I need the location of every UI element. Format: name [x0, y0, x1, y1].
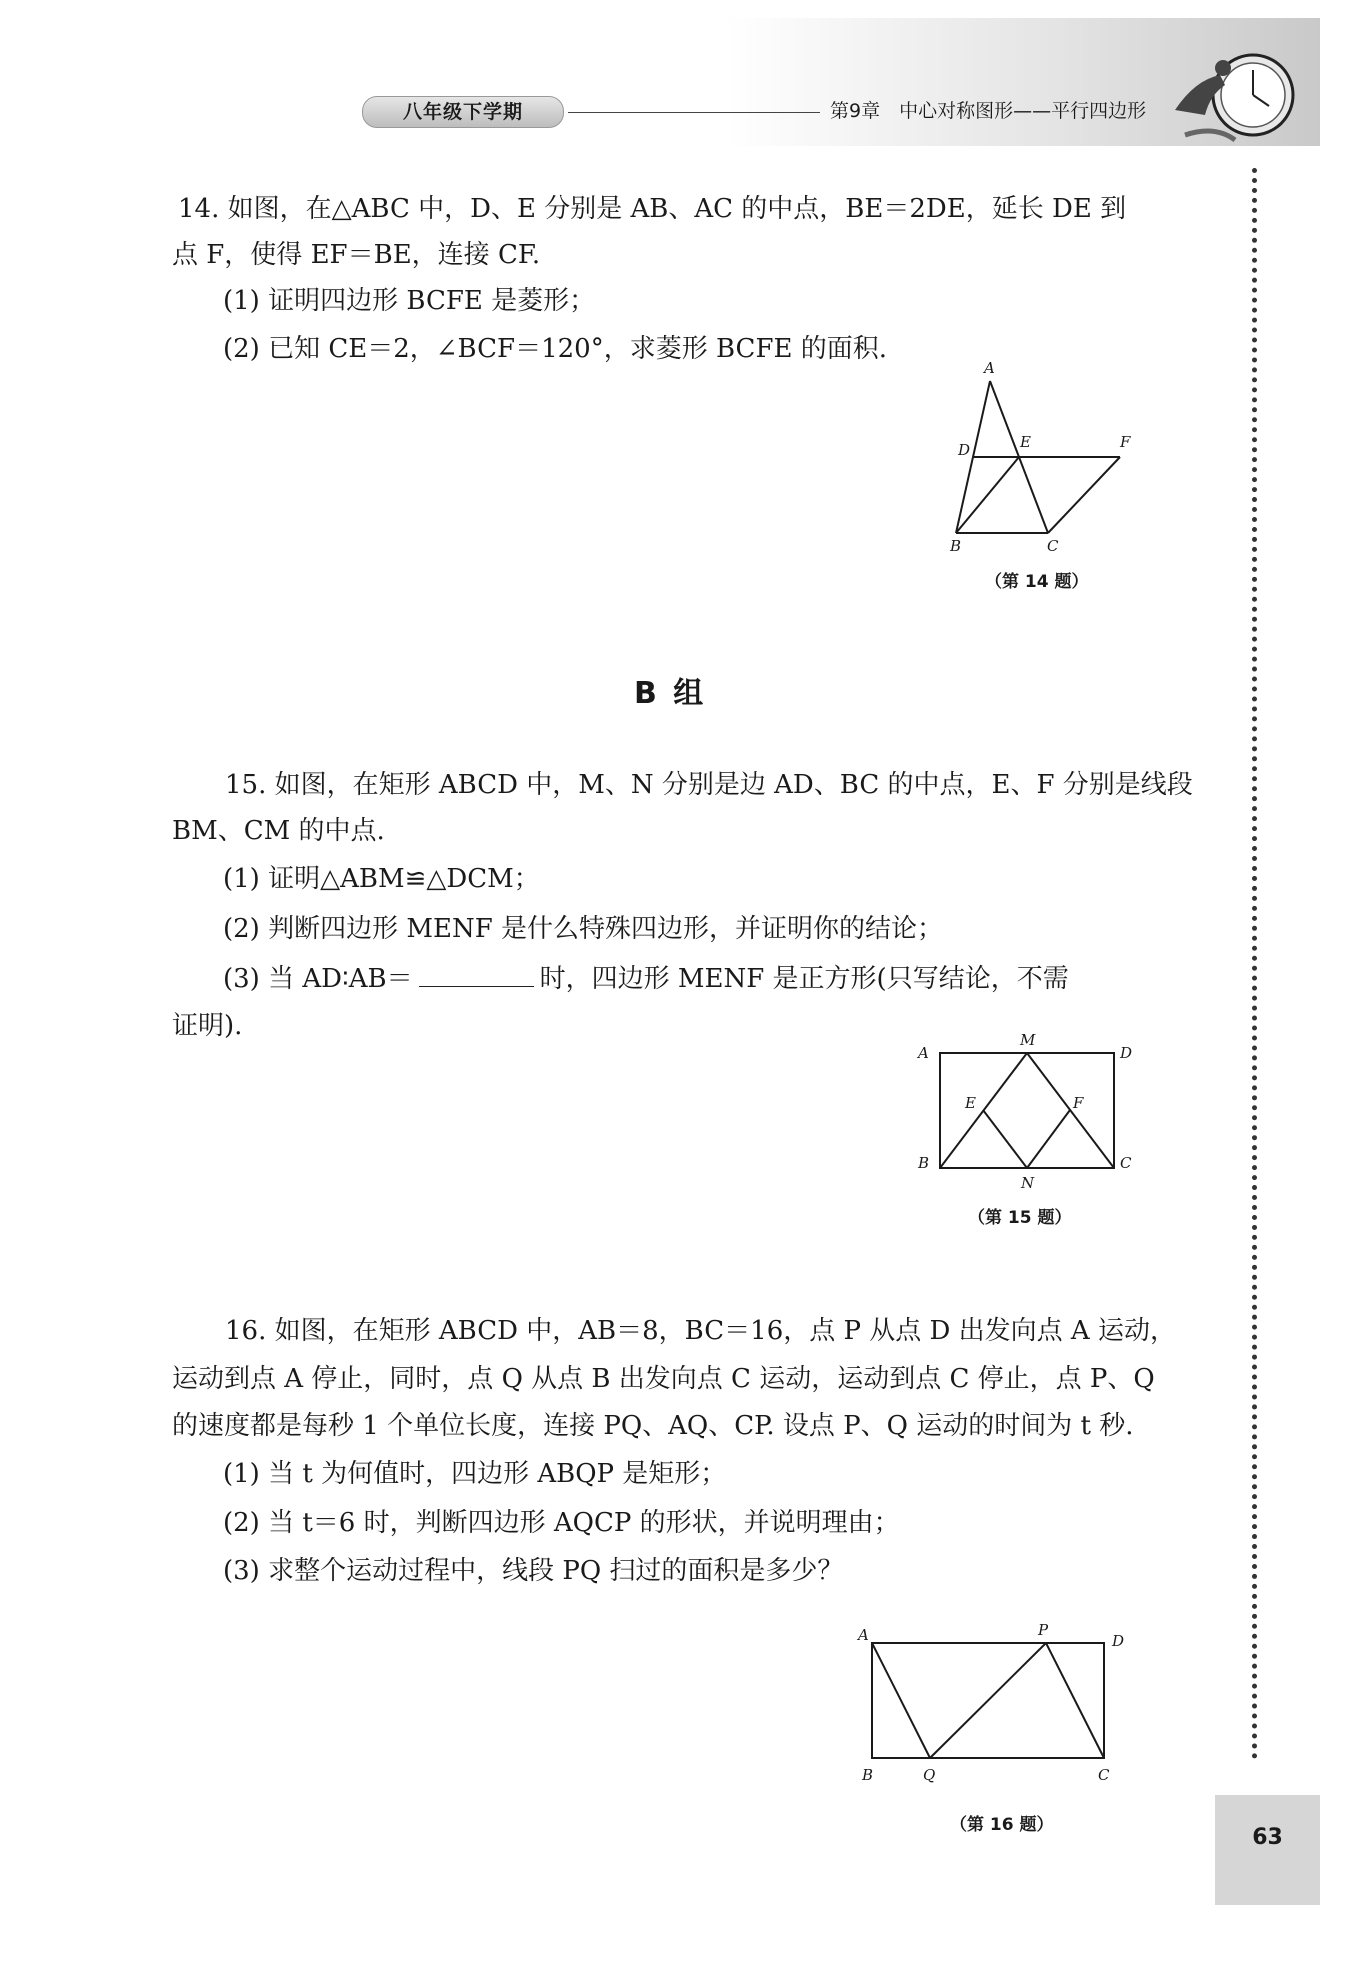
figure-14-caption: （第 14 题） [985, 572, 1089, 592]
label-p: P [1038, 1621, 1049, 1639]
label-d: D [1120, 1044, 1133, 1062]
margin-dotted-line [1252, 168, 1257, 1760]
problem-15-part-3-after: 时，四边形 MENF 是正方形(只写结论，不需 [539, 964, 1069, 994]
label-c: C [1047, 537, 1059, 555]
label-c: C [1098, 1766, 1110, 1784]
figure-16-caption: （第 16 题） [950, 1815, 1054, 1835]
label-b: B [862, 1766, 874, 1784]
problem-16-line-2: 运动到点 A 停止，同时，点 Q 从点 B 出发向点 C 运动，运动到点 C 停止，点 P、Q [172, 1364, 1155, 1394]
label-c: C [1120, 1154, 1132, 1172]
problem-14-line-2: 点 F，使得 EF＝BE，连接 CF. [172, 240, 541, 270]
problem-15-part-3-before: (3) 当 AD∶AB＝ [223, 964, 413, 994]
page-number-box [1215, 1795, 1320, 1905]
label-q: Q [923, 1766, 936, 1784]
problem-16-line-3: 的速度都是每秒 1 个单位长度，连接 PQ、AQ、CP. 设点 P、Q 运动的时间为 t 秒. [172, 1411, 1134, 1441]
answer-blank [419, 960, 534, 987]
label-f: F [1073, 1094, 1084, 1112]
header-rule [568, 112, 820, 113]
label-a: A [984, 359, 995, 377]
label-e: E [965, 1094, 976, 1112]
problem-14-part-2: (2) 已知 CE＝2，∠BCF＝120°，求菱形 BCFE 的面积. [223, 334, 888, 364]
label-a: A [858, 1626, 869, 1644]
problem-14-line-1: 14. 如图，在△ABC 中，D、E 分别是 AB、AC 的中点，BE＝2DE，延长 DE 到 [178, 194, 1127, 224]
problem-15-line-2: BM、CM 的中点. [172, 816, 385, 846]
problem-16-part-2: (2) 当 t＝6 时，判断四边形 AQCP 的形状，并说明理由； [223, 1508, 900, 1538]
label-d: D [1112, 1632, 1125, 1650]
grade-label: 八年级下学期 [362, 96, 564, 128]
figure-15-caption: （第 15 题） [968, 1208, 1072, 1228]
problem-16-part-1: (1) 当 t 为何值时，四边形 ABQP 是矩形； [223, 1459, 727, 1489]
problem-16-part-3: (3) 求整个运动过程中，线段 PQ 扫过的面积是多少？ [223, 1556, 844, 1586]
header-band [0, 18, 1320, 146]
figure-15 [910, 1028, 1133, 1198]
problem-15-part-2: (2) 判断四边形 MENF 是什么特殊四边形，并证明你的结论； [223, 914, 944, 944]
problem-15-part-1: (1) 证明△ABM≌△DCM； [223, 864, 540, 894]
label-n: N [1021, 1174, 1035, 1192]
compass-runner-icon [1165, 40, 1305, 150]
label-e: E [1020, 433, 1031, 451]
problem-15-part-3 [223, 958, 1213, 995]
label-f: F [1120, 433, 1131, 451]
label-b: B [918, 1154, 930, 1172]
figure-16 [850, 1618, 1140, 1798]
problem-14-part-1: (1) 证明四边形 BCFE 是菱形； [223, 286, 596, 316]
problem-15-line-1: 15. 如图，在矩形 ABCD 中，M、N 分别是边 AD、BC 的中点，E、F 分别是线段 [225, 770, 1193, 800]
label-d: D [958, 441, 971, 459]
label-m: M [1020, 1031, 1036, 1049]
problem-16-line-1: 16. 如图，在矩形 ABCD 中，AB＝8，BC＝16，点 P 从点 D 出发向点 A 运动， [225, 1316, 1176, 1346]
figure-14 [940, 355, 1140, 560]
page-number: 63 [1252, 1825, 1283, 1850]
group-title: B 组 [628, 668, 712, 712]
problem-15-part-3-cont: 证明). [172, 1011, 243, 1041]
label-b: B [950, 537, 962, 555]
chapter-title: 第9章 中心对称图形——平行四边形 [830, 100, 1147, 122]
label-a: A [918, 1044, 929, 1062]
